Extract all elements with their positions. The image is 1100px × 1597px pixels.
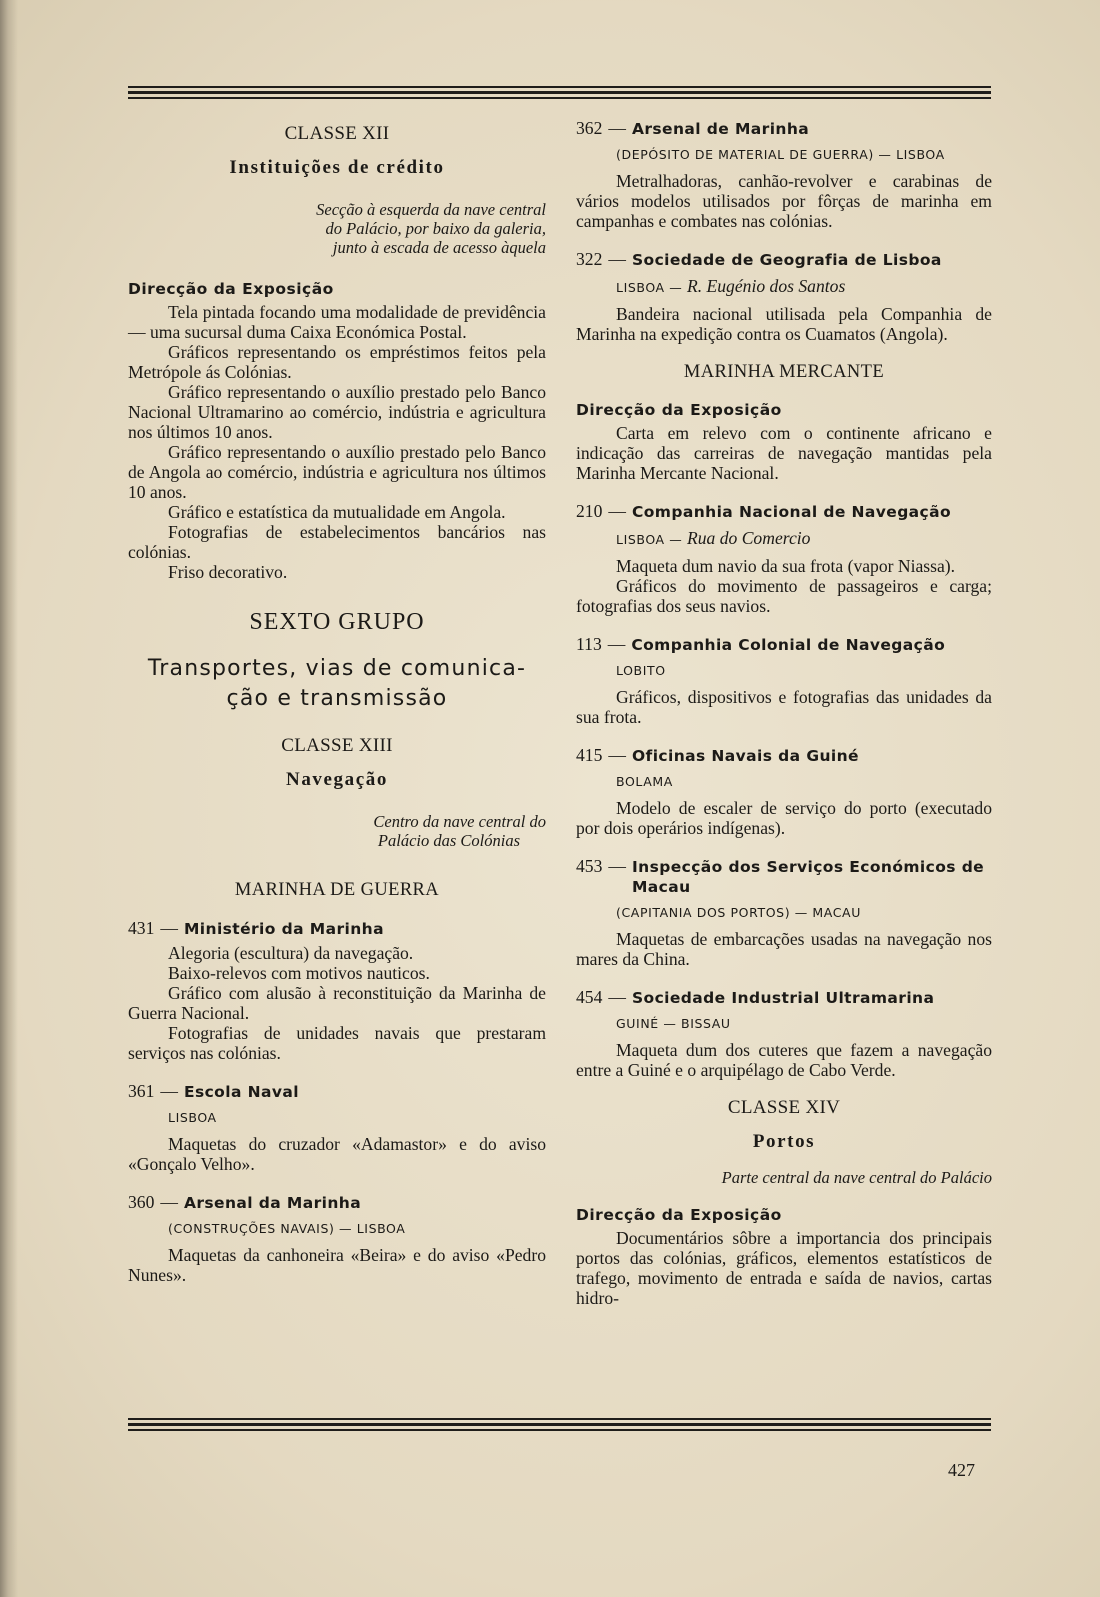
direccao-block [576,400,992,483]
right-column [576,118,992,1308]
entry-item: Gráficos, dispositivos e fotografias das unidades da sua frota. [576,687,992,727]
classe-xiv-title: Portos [752,1131,816,1152]
entry-place: LISBOA — R. Eugénio dos Santos [616,276,846,296]
entry-place: LISBOA [168,1110,217,1125]
sexto-grupo-title: Transportes, vias de comunica- ção e transmissão [147,656,527,711]
entry-name: Arsenal da Marinha [183,1194,362,1212]
entry-item: Maquetas da canhoneira «Beira» e do aviso «Pedro Nunes». [128,1245,546,1285]
entry-place: BOLAMA [616,774,673,789]
exhibitor-entry: 322 — Sociedade de Geografia de Lisboa LISBOA — R. Eugénio dos Santos Bandeira nacional utilisada pela Companhia de Marinha na expedição contra os Cuamatos (Angola). [576,249,992,344]
exhibitor-entry: 361 — Escola Naval LISBOA Maquetas do cruzador «Adamastor» e do aviso «Gonçalo Velho». [128,1081,546,1174]
entry-item: Bandeira nacional utilisada pela Companhia de Marinha na expedição contra os Cuamatos (Angola). [576,304,992,344]
entry-item: Alegoria (escultura) da navegação. [168,943,414,963]
entry-place: (CONSTRUÇÕES NAVAIS) — LISBOA [168,1221,406,1236]
entry-name: Oficinas Navais da Guiné [631,747,859,765]
direccao-item: Fotografias de estabelecimentos bancários nas colónias. [128,522,546,562]
classe-xii-heading: CLASSE XII [284,123,390,144]
entry-place: (CAPITANIA DOS PORTOS) — MACAU [616,905,861,920]
entry-place: LOBITO [616,663,666,678]
direccao-heading: Direcção da Exposição [128,280,334,298]
entry-number: 362 [576,118,603,138]
entry-number: 453 [576,856,603,876]
entry-item: Maquetas de embarcações usadas na navegação nos mares da China. [576,929,992,969]
top-rule [128,86,991,99]
classe-xii-location: Secção à esquerda da nave central do Palácio, por baixo da galeria, junto à escada de acesso àquela [316,200,546,257]
entry-number: 415 [576,745,603,765]
entry-number: 360 [128,1192,155,1212]
entry-name: Sociedade Industrial Ultramarina [631,989,935,1007]
classe-xiv-heading: CLASSE XIV [727,1097,841,1118]
entry-item: Maqueta dum dos cuteres que fazem a navegação entre a Guiné e o arquipélago de Cabo Verde. [576,1040,992,1080]
direccao-item: Gráfico e estatística da mutualidade em Angola. [168,502,506,522]
entry-address: R. Eugénio dos Santos [686,276,846,296]
direccao-item: Gráficos representando os empréstimos feitos pela Metrópole ás Colónias. [128,342,546,382]
entry-name: Inspecção dos Serviços Económicos de Macau [631,858,985,896]
sexto-grupo-heading: SEXTO GRUPO [249,609,425,635]
exhibitor-entry: 113 — Companhia Colonial de Navegação LOBITO Gráficos, dispositivos e fotografias das unidades da sua frota. [576,634,992,727]
left-column [128,118,546,1303]
exhibitor-entry: 362 — Arsenal de Marinha (DEPÓSITO DE MATERIAL DE GUERRA) — LISBOA Metralhadoras, canhão-revolver e carabinas de vários modelos utilisados por fôrças de marinha em campanhas e combates nas colónias. [576,118,992,231]
entry-item: Maqueta dum navio da sua frota (vapor Niassa). [616,556,956,576]
marinha-mercante-heading: MARINHA MERCANTE [683,362,885,382]
exhibitor-entry: 431 — Ministério da Marinha Alegoria (escultura) da navegação. Baixo-relevos com motivos nauticos. Gráfico com alusão à reconstituição da Marinha de Guerra Nacional. Fotografias de unidades navais que prestaram serviços nas colónias. [128,918,546,1063]
exhibitor-entry: 360 — Arsenal da Marinha (CONSTRUÇÕES NAVAIS) — LISBOA Maquetas da canhoneira «Beira» e do aviso «Pedro Nunes». [128,1192,546,1285]
entry-number: 322 [576,249,603,269]
exhibitor-entry: 454 — Sociedade Industrial Ultramarina GUINÉ — BISSAU Maqueta dum dos cuteres que fazem a navegação entre a Guiné e o arquipélago de Cabo Verde. [576,987,992,1080]
classe-xiv-location: Parte central da nave central do Palácio [721,1168,992,1187]
direccao-items [128,302,546,582]
classe-xiii-heading: CLASSE XIII [281,735,393,756]
classe-xii-title: Instituições de crédito [229,157,445,178]
direccao-text: Documentários sôbre a importancia dos principais portos das colónias, gráficos, elementos estatísticos de trafego, movimento de entrada e saída de navios, cartas hidro- [576,1228,992,1308]
page-edge-shadow [0,0,18,1597]
entry-name: Sociedade de Geografia de Lisboa [631,251,942,269]
direccao-heading: Direcção da Exposição [576,1206,782,1224]
direccao-text: Carta em relevo com o continente africano e indicação das carreiras de navegação mantidas pela Marinha Mercante Nacional. [576,423,992,483]
direccao-item: Tela pintada focando uma modalidade de previdência — uma sucursal duma Caixa Económica Postal. [128,302,546,342]
exhibitor-entry: 453 — Inspecção dos Serviços Económicos de Macau (CAPITANIA DOS PORTOS) — MACAU Maquetas de embarcações usadas na navegação nos mares da China. [576,856,992,969]
entry-item: Modelo de escaler de serviço do porto (executado por dois operários indígenas). [576,798,992,838]
entry-place: (DEPÓSITO DE MATERIAL DE GUERRA) — LISBOA [616,147,945,162]
direccao-item: Gráfico representando o auxílio prestado pelo Banco de Angola ao comércio, indústria e agricultura nos últimos 10 anos. [128,442,546,502]
marinha-guerra-heading: MARINHA DE GUERRA [234,880,440,900]
entry-item: Gráfico com alusão à reconstituição da Marinha de Guerra Nacional. [128,983,546,1023]
entry-number: 454 [576,987,603,1007]
entry-name: Ministério da Marinha [183,920,384,938]
entry-item: Metralhadoras, canhão-revolver e carabinas de vários modelos utilisados por fôrças de marinha em campanhas e combates nas colónias. [576,171,992,231]
entry-item: Gráficos do movimento de passageiros e carga; fotografias dos seus navios. [576,576,992,616]
exhibitor-entry: 210 — Companhia Nacional de Navegação LISBOA — Rua do Comercio Maqueta dum navio da sua frota (vapor Niassa). Gráficos do movimento de passageiros e carga; fotografias dos seus navios. [576,501,992,616]
entry-number: 361 [128,1081,155,1101]
direccao-heading: Direcção da Exposição [576,401,782,419]
direccao-item: Friso decorativo. [168,562,288,582]
exhibitor-entry: 415 — Oficinas Navais da Guiné BOLAMA Modelo de escaler de serviço do porto (executado por dois operários indígenas). [576,745,992,838]
entry-number: 113 [576,634,602,654]
entry-item: Fotografias de unidades navais que prestaram serviços nas colónias. [128,1023,546,1063]
entry-number: 431 [128,918,155,938]
bottom-rule [128,1418,991,1431]
entry-address: Rua do Comercio [686,528,811,548]
entry-name: Arsenal de Marinha [631,120,810,138]
entry-place: GUINÉ — BISSAU [616,1016,731,1031]
entry-name: Companhia Colonial de Navegação [631,636,946,654]
entry-number: 210 [576,501,603,521]
entry-name: Escola Naval [183,1083,299,1101]
page-number: 427 [948,1460,975,1480]
direccao-item: Gráfico representando o auxílio prestado pelo Banco Nacional Ultramarino ao comércio, indústria e agricultura nos últimos 10 anos. [128,382,546,442]
entry-item: Baixo-relevos com motivos nauticos. [168,963,430,983]
entry-place: LISBOA — Rua do Comercio [616,528,811,548]
entry-name: Companhia Nacional de Navegação [631,503,952,521]
entry-item: Maquetas do cruzador «Adamastor» e do aviso «Gonçalo Velho». [128,1134,546,1174]
classe-xiii-title: Navegação [286,769,388,790]
classe-xiii-location: Centro da nave central do Palácio das Colónias [373,812,546,850]
